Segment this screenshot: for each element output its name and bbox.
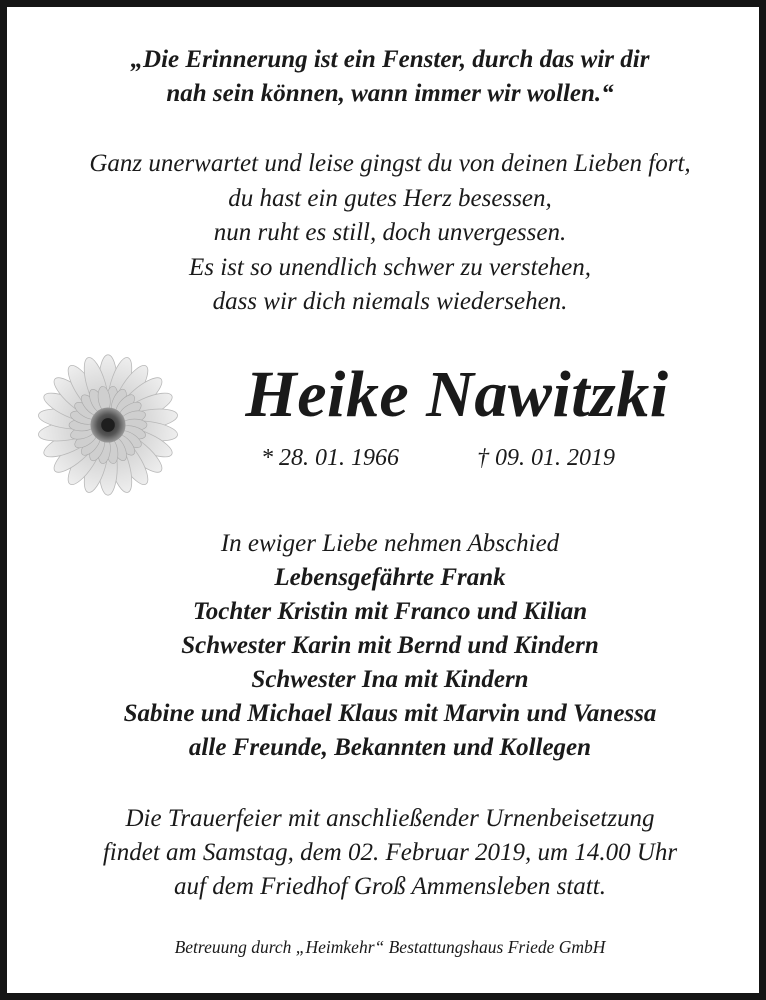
birth-date: * 28. 01. 1966: [261, 445, 399, 471]
memorial-quote: [7, 43, 766, 111]
poem-line: Es ist so unendlich schwer zu verstehen,: [188, 253, 592, 281]
service-line: Die Trauerfeier mit anschließender Urnenbeisetzung: [125, 805, 655, 832]
service-line: auf dem Friedhof Groß Ammensleben statt.: [174, 873, 606, 900]
death-date: † 09. 01. 2019: [477, 445, 615, 471]
mourner-line: Sabine und Michael Klaus mit Marvin und Vanessa: [123, 700, 657, 727]
deceased-name: Heike Nawitzki: [245, 358, 669, 431]
poem-line: Ganz unerwartet und leise gingst du von deinen Lieben fort,: [89, 150, 691, 177]
mourner-line: Tochter Kristin mit Franco und Kilian: [192, 598, 588, 625]
poem-line: du hast ein gutes Herz besessen,: [228, 184, 552, 212]
mourner-line: Lebensgefährte Frank: [274, 564, 506, 591]
mourner-line: Schwester Karin mit Bernd und Kindern: [181, 632, 599, 659]
quote-line: „Die Erinnerung ist ein Fenster, durch das wir dir: [130, 46, 650, 73]
poem-line: nun ruht es still, doch unvergessen.: [213, 219, 567, 246]
poem-line: dass wir dich niemals wiedersehen.: [212, 288, 568, 315]
service-line: findet am Samstag, dem 02. Februar 2019, um 14.00 Uhr: [102, 839, 678, 866]
mourner-line: alle Freunde, Bekannten und Kollegen: [188, 734, 592, 761]
memorial-poem: [7, 147, 766, 320]
undertaker-credit: Betreuung durch „Heimkehr“ Bestattungshaus Friede GmbH: [174, 937, 606, 957]
mourners-intro: In ewiger Liebe nehmen Abschied: [220, 530, 560, 557]
funeral-service-info: [7, 802, 766, 904]
mourner-line: Schwester Ina mit Kindern: [251, 666, 529, 693]
mourners-list: [7, 527, 766, 765]
gerbera-flower-icon: [29, 347, 187, 503]
quote-line: nah sein können, wann immer wir wollen.“: [166, 80, 614, 107]
